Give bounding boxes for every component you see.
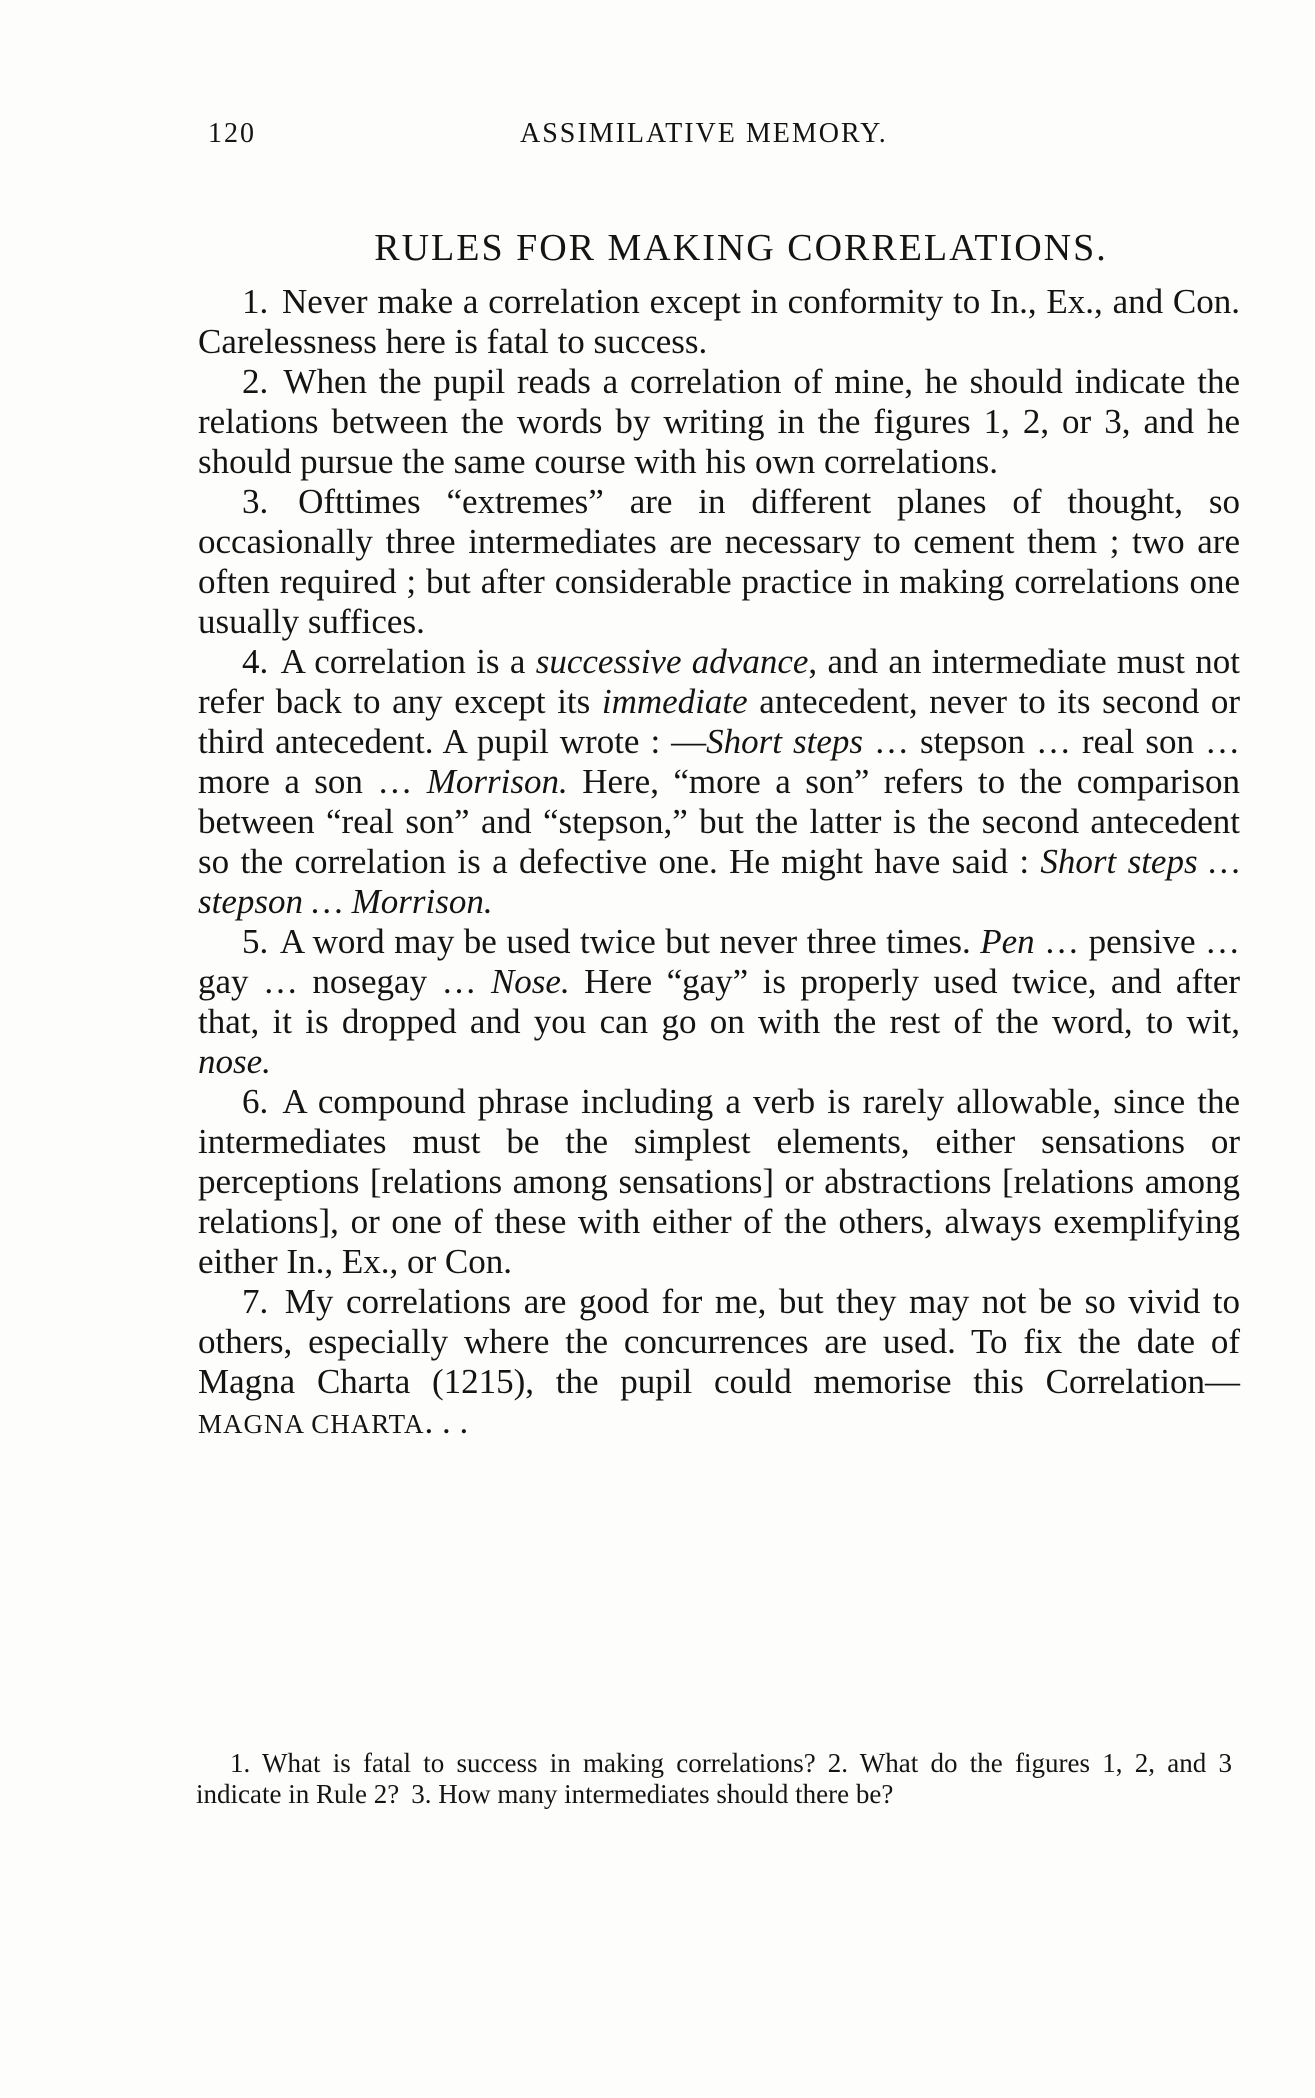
- rule-emphasis: nose.: [198, 1042, 271, 1081]
- rule-number: 2.: [242, 362, 269, 401]
- rule-emphasis: immediate: [601, 682, 748, 721]
- rule-number: 5.: [242, 922, 269, 961]
- section-heading: RULES FOR MAKING CORRELATIONS.: [374, 227, 1108, 269]
- rule-text: A compound phrase including a verb is rarely allowable, since the intermediates must be the simplest elements, either sensations or perceptions [relations among sensations] or abstractions [relations among relations], or one of these with either of the others, always exemplifying either In., Ex., or Con.: [198, 1082, 1240, 1281]
- rule-text: A correlation is a: [280, 642, 526, 681]
- small-caps-text: MAGNA CHARTA: [198, 1409, 425, 1439]
- rule-number: 3.: [242, 482, 269, 521]
- rule-text: A word may be used twice but never three times.: [279, 922, 971, 961]
- rule-text: Never make a correlation except in conformity to In., Ex., and Con. Carelessness here is fatal to success.: [198, 282, 1240, 361]
- rule-1: [198, 282, 1240, 362]
- footnote-question-2: 2. What do the figures 1, 2, and 3 indicate in Rule 2?: [196, 1748, 1232, 1809]
- rule-4: [198, 642, 1240, 922]
- rule-text: Ofttimes “extremes” are in different planes of thought, so occasionally three intermediates are necessary to cement them ; two are often required ; but after considerable practice in making correlations one usually suffices.: [198, 482, 1240, 641]
- rule-7: [198, 1282, 1240, 1444]
- rule-emphasis: Morrison.: [426, 762, 568, 801]
- rule-2: [198, 362, 1240, 482]
- page-header: [208, 118, 1208, 162]
- rule-text: Here “gay” is properly used twice, and after that, it is dropped and you can go on with the rest of the word, to wit,: [198, 962, 1241, 1041]
- rule-number: 1.: [242, 282, 269, 321]
- rule-3: [198, 482, 1240, 642]
- rule-number: 6.: [242, 1082, 269, 1121]
- footnote-questions: [196, 1748, 1232, 1810]
- rule-emphasis: Short steps … stepson … Morrison.: [198, 842, 1241, 921]
- rule-text: Here, “more a son” refers to the comparison between “real son” and “stepson,” but the latter is the second antecedent so the correlation is a defective one. He might have said :: [198, 762, 1241, 881]
- rule-number: 4.: [242, 642, 269, 681]
- rule-emphasis: Pen: [980, 922, 1035, 961]
- rule-text: … pensive … gay … nosegay …: [198, 922, 1241, 1001]
- rule-text: . . .: [424, 1402, 469, 1441]
- rule-6: [198, 1082, 1240, 1282]
- rule-emphasis: successive advance: [535, 642, 809, 681]
- rule-text: antecedent, never to its second or third antecedent. A pupil wrote : —: [198, 682, 1241, 761]
- rule-text: My correlations are good for me, but they may not be so vivid to others, especially where the concurrences are used. To fix the date of Magna Charta (1215), the pupil could memorise this Correlation—: [198, 1282, 1240, 1401]
- page-number: 120: [208, 118, 256, 149]
- rule-text: … stepson … real son … more a son …: [198, 722, 1240, 801]
- running-title: ASSIMILATIVE MEMORY.: [520, 118, 888, 149]
- rule-text: When the pupil reads a correlation of mine, he should indicate the relations between the words by writing in the figures 1, 2, or 3, and he should pursue the same course with his own correlations.: [198, 362, 1241, 481]
- rule-5: [198, 922, 1240, 1082]
- main-text: [198, 228, 1240, 1444]
- rule-emphasis: Short steps: [706, 722, 864, 761]
- footnote-question-1: 1. What is fatal to success in making correlations?: [230, 1748, 816, 1778]
- rule-text: , and an intermediate must not refer back to any except its: [198, 642, 1241, 721]
- rule-emphasis: Nose.: [490, 962, 570, 1001]
- footnote-question-3: 3. How many intermediates should there be?: [411, 1779, 894, 1809]
- rule-number: 7.: [242, 1282, 269, 1321]
